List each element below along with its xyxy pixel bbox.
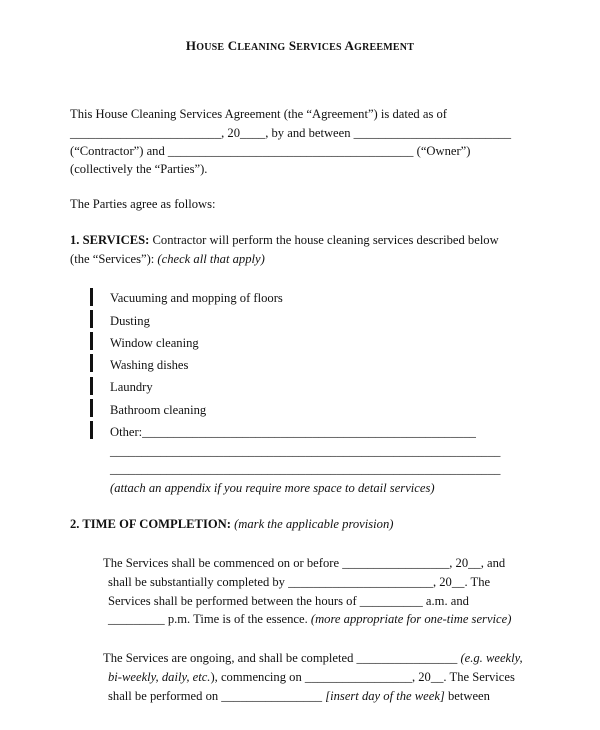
checkbox-washing-dishes[interactable] — [90, 354, 93, 372]
checkbox-window-cleaning[interactable] — [90, 332, 93, 350]
completion-p2-note-3: [insert day of the week] — [325, 689, 445, 703]
title-smallcaps: GREEMENT — [354, 42, 415, 53]
checkbox-vacuuming[interactable] — [90, 288, 93, 306]
completion-p2-line-1 — [103, 650, 523, 666]
service-item-other[interactable]: Other:_____________________________________________________ — [110, 425, 476, 439]
intro-line-1: This House Cleaning Services Agreement (the “Agreement”) is dated as of — [70, 107, 447, 121]
completion-p2-note-2: bi-weekly, daily, etc. — [108, 670, 211, 684]
checkbox-bathroom-cleaning[interactable] — [90, 399, 93, 417]
title-smallcaps: LEANING — [237, 42, 286, 53]
title-smallcaps: ERVICES — [296, 42, 342, 53]
service-item: Washing dishes — [110, 358, 189, 372]
services-intro-line-2 — [70, 251, 265, 267]
title-cap: C — [227, 38, 238, 53]
service-item: Bathroom cleaning — [110, 403, 207, 417]
title-cap: A — [344, 38, 355, 53]
title-cap: H — [185, 38, 197, 53]
intro-line-3: (“Contractor”) and _______________________________________ (“Owner”) — [70, 144, 471, 158]
completion-p2-note: (e.g. weekly, — [460, 651, 523, 665]
service-item: Laundry — [110, 380, 153, 394]
completion-p2-text-2: ), commencing on _________________, 20__. The Services — [210, 670, 515, 684]
completion-heading: 2. TIME OF COMPLETION: — [70, 517, 231, 531]
completion-p1-text: _________ p.m. Time is of the essence. — [108, 612, 311, 626]
intro-line-2: ________________________, 20____, by and between _________________________ — [70, 126, 512, 140]
completion-p1-line-4 — [108, 611, 511, 627]
completion-heading-note: (mark the applicable provision) — [230, 517, 394, 531]
completion-p1-line-2: shall be substantially completed by _______________________, 20__. The — [108, 575, 491, 589]
service-item: Vacuuming and mopping of floors — [110, 291, 283, 305]
completion-p2-text-3-end: between — [444, 689, 490, 703]
services-intro-text: Contractor will perform the house cleaning services described below — [149, 233, 499, 247]
checkbox-other[interactable] — [90, 421, 93, 439]
completion-p1-line-1: The Services shall be commenced on or before _________________, 20__, and — [103, 556, 506, 570]
completion-p2-line-2 — [108, 669, 515, 685]
intro-line-4: (collectively the “Parties”). — [70, 162, 208, 176]
services-intro-note: (check all that apply) — [157, 252, 265, 266]
completion-p2-text: The Services are ongoing, and shall be completed ________________ — [103, 651, 461, 665]
service-item: Dusting — [110, 314, 150, 328]
appendix-note: (attach an appendix if you require more space to detail services) — [110, 481, 435, 495]
checkbox-laundry[interactable] — [90, 377, 93, 395]
service-item: Window cleaning — [110, 336, 199, 350]
completion-p1-line-3: Services shall be performed between the hours of __________ a.m. and — [108, 594, 469, 608]
services-heading-line — [70, 232, 499, 248]
other-blank-line-1[interactable]: ______________________________________________________________ — [110, 444, 501, 458]
document-title — [0, 38, 600, 54]
other-blank-line-2[interactable]: ______________________________________________________________ — [110, 462, 501, 476]
completion-heading-line — [70, 516, 393, 532]
services-heading: 1. SERVICES: — [70, 233, 150, 247]
checkbox-dusting[interactable] — [90, 310, 93, 328]
title-smallcaps: OUSE — [196, 42, 225, 53]
completion-p2-text-3: shall be performed on ________________ — [108, 689, 326, 703]
parties-agree: The Parties agree as follows: — [70, 197, 216, 211]
services-intro-plain: (the “Services”): — [70, 252, 158, 266]
completion-p1-note: (more appropriate for one-time service) — [310, 612, 512, 626]
completion-p2-line-3 — [108, 688, 490, 704]
title-cap: S — [288, 38, 297, 53]
